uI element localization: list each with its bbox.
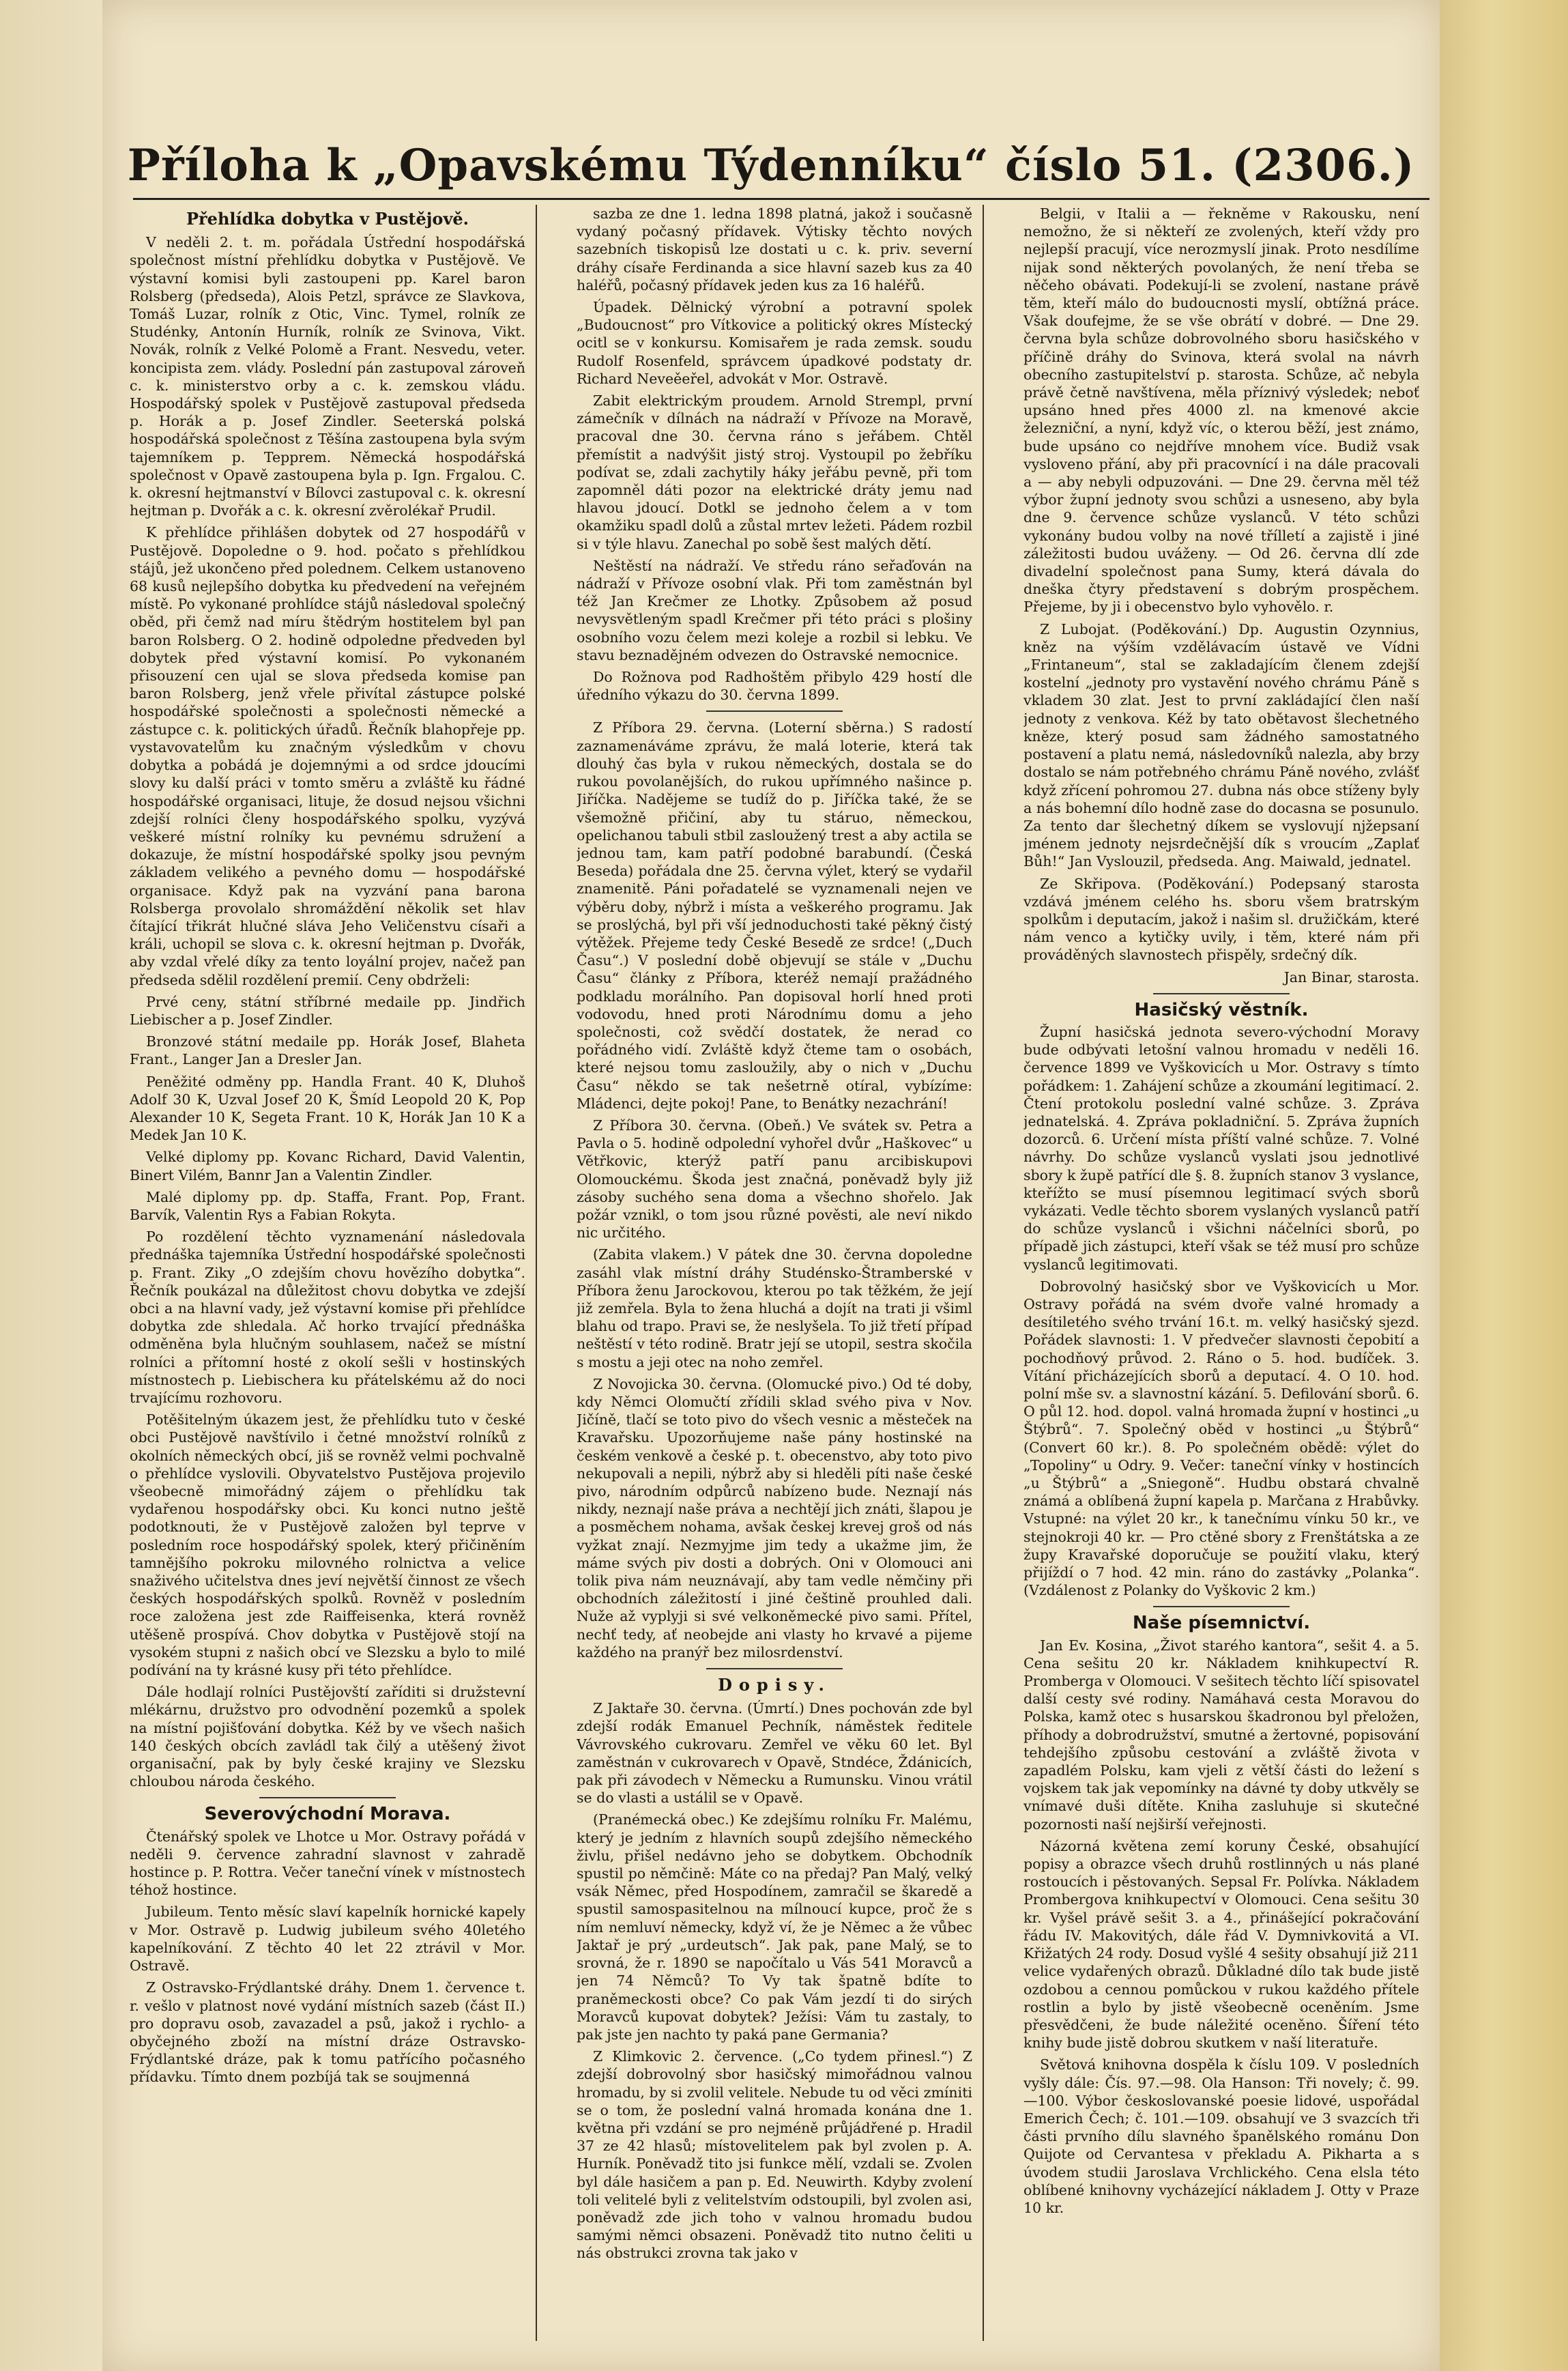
- article-paragraph: Z Příbora 30. června. (Obeň.) Ve svátek sv. Petra a Pavla o 5. hodině odpolední vyhořel dvůr „Haškovec“ u Větřkovic, kterýž patří panu arcibiskupovi Olomouckému. Škoda jest značná, poněvadž byly již zásoby suchého sena doma a všechno shořelo. Jak požár vznikl, o tom jsou různé pověsti, ale neví nikdo nic určitého.: [577, 1117, 972, 1241]
- article-paragraph: Zabit elektrickým proudem. Arnold Strempl, první zámečník v dílnách na nádraží v Přívoze na Moravě, pracoval dne 30. června ráno s jeřábem. Chtěl přemístit a nadvýšit jistý stroj. Vystoupil po žebříku podívat se, zdali zachytily háky jeřábu pevně, při tom zapomněl dáti pozor na elektrické dráty jemu nad hlavou jdoucí. Dotkl se jednoho čelem a v tom okamžiku spadl dolů a zůstal mrtev ležeti. Pádem rozbil si v týle hlavu. Zanechal po sobě šest malých dětí.: [577, 392, 972, 552]
- article-paragraph: Z Klimkovic 2. července. („Co tydem přinesl.“) Z zdejší dobrovolný sbor hasičský mimořádnou valnou hromadu, by si zvolil velitele. Nebude tu od věci zmíniti se o tom, že poslední valná hromada konána dne 1. května při vzdání se pro nejméně průjádřené p. Hradil 37 ze 42 hlasů; místovelitelem pak byl zvolen p. A. Hurník. Poněvadž tito jsi funkce mělí, vzdali se. Zvolen byl dále hasičem a pan p. Ed. Neuwirth. Kdyby zvolení toli velitelé byli z velitelstvím odstoupili, byl zvolen asi, poněvadž zde jich toho v valnou hromadu budou samými němci obsazeni. Poněvadž tito nutno čeliti u nás obstrukci zrovna tak jako v: [577, 2048, 972, 2262]
- article-paragraph: Z Novojicka 30. června. (Olomucké pivo.) Od té doby, kdy Němci Olomučtí zřídili sklad svého piva v Nov. Jičíně, tlačí se toto pivo do všech vesnic a městeček na Kravařsku. Upozorňujeme naše pány hostinské na českém venkově a české p. t. obecenstvo, aby toto pivo nekupovali a nepili, nýbrž aby si hleděli píti naše české pivo, národním odpůrců nabízeno bude. Neznají nás nikdy, neznají naše práva a nechtějí jich znáti, šlapou je a posměchem nohama, avšak českej krevej groš od nás vyžkat znají. Nezmyjme jim tedy a ukažme jim, že máme svých piv dosti a dobrých. Oni v Olomouci ani tolik piva nám neuznávají, aby tam vedle němčiny při obchodních záležitostí i jiné češtině prouhled dali. Nuže až vyplyji si své velkoněmecké pivo sami. Přítel, nechť tedy, ať neobejde ani vlasty ho krvavé a pijeme každého na pranýř bez milosrdenství.: [577, 1375, 972, 1661]
- column-1: [130, 205, 525, 2341]
- article-heading: Přehlídka dobytka v Pustějově.: [186, 209, 469, 229]
- article-paragraph: Peněžité odměny pp. Handla Frant. 40 K, Dluhoš Adolf 30 K, Uzval Josef 20 K, Šmíd Leopold 20 K, Pop Alexander 10 K, Segeta Frant. 10 K, Horák Jan 10 K a Medek Jan 10 K.: [130, 1073, 525, 1144]
- section-divider: [1153, 993, 1290, 994]
- section-heading: Hasičský věstník.: [1134, 999, 1309, 1020]
- article-paragraph: Bronzové státní medaile pp. Horák Josef, Blaheta Frant., Langer Jan a Dresler Jan.: [130, 1033, 525, 1068]
- article-paragraph: sazba ze dne 1. ledna 1898 platná, jakož i současně vydaný počasný přídavek. Výtisky těchto nových sazebních tiskopisů lze dostati u c. k. priv. severní dráhy císaře Ferdinanda a sice hlavní sazeb kus za 40 haléřů, počasný přídavek jeden kus za 16 haléřů.: [577, 205, 972, 293]
- article-paragraph: Z Příbora 29. června. (Loterní sběrna.) S radostí zaznamenáváme zprávu, že malá loterie, která tak dlouhý čas byla v rukou německých, dostala se do rukou povolanějších, do rukou upřímného našince p. Jiříčka. Nadějeme se tudíž do p. Jiříčka také, že se všemožně přičiní, aby tu stáruo, německou, opelichanou tabuli stbil zasloužený trest a aby actila se jednou tam, kam patří podobné barabundí. (Česká Beseda) pořádala dne 25. června výlet, který se vydařil znamenitě. Páni pořadatelé se vyznamenali nejen ve výběru doby, nýbrž i místa a veškerého programu. Jak se proslýchá, byl při vší jednoduchosti také pěkný čistý výtěžek. Přejeme tedy České Besedě ze srdce! („Duch Času“.) V poslední době objevují se stále v „Duchu Času“ články z Příbora, kteréž nemají pražádného podkladu morálního. Pan dopisoval horlí hned proti vodovodu, hned proti Národnímu domu a jeho společnosti, což svědčí dostatek, že nerad co pořádného vidí. Zvláště když čteme tam o osobách, které nejsou tomu zasloužily, aby o nich v „Duchu Času“ někdo se tak nešetrně otíral, vybízíme: Mládenci, dejte pokoj! Pane, to Benátky nezachrání!: [577, 719, 972, 1112]
- column-divider: [983, 205, 984, 2341]
- section-heading: Severovýchodní Morava.: [204, 1804, 451, 1825]
- article-paragraph: Z Jaktaře 30. června. (Úmrtí.) Dnes pochován zde byl zdejší rodák Emanuel Pechník, náměstek ředitele Vávrovského cukrovaru. Zemřel ve věku 60 let. Byl zaměstnán v cukrovarech v Opavě, Stndéce, Ždánicích, pak při závodech v Německu a Rumunsku. Vinou vrátil se do vlasti a ustálil se v Opavě.: [577, 1700, 972, 1807]
- article-paragraph: Světová knihovna dospěla k číslu 109. V posledních vyšly dále: Čís. 97.—98. Ola Hanson: Tři novely; č. 99.—100. Výbor českoslovanské poesie lidové, uspořádal Emerich Čech; č. 101.—109. obsahují ve 3 svazcích tři části prvního dílu slavného španělského románu Don Quijote od Cervantesa v překladu A. Pikharta a s úvodem studii Jaroslava Vrchlického. Cena elsla této oblíbené knihovny vycházející nákladem J. Otty v Praze 10 kr.: [1023, 2056, 1419, 2216]
- article-paragraph: Ze Skřipova. (Poděkování.) Podepsaný starosta vzdává jménem celého hs. sboru všem bratrským spolkům i deputacím, jakož i našim sl. družičkám, které nám venco a kytičky uvily, i těm, které nám při prováděných slavnostech přispěly, srdečný dík.: [1023, 875, 1419, 964]
- article-paragraph: Do Rožnova pod Radhoštěm přibylo 429 hostí dle úředního výkazu do 30. června 1899.: [577, 669, 972, 704]
- article-paragraph: (Pranémecká obec.) Ke zdejšímu rolníku Fr. Malému, který je jedním z hlavních soupů zdejšího německého živlu, přišel nedávno jeho se dobytkem. Obchodník spustil po němčině: Máte co na předaj? Pan Malý, velký vsák Němec, před Hospodínem, zamračil se škaredě a spustil samospasitelnou na mílnoucí kupce, proč že s ním nemluví německy, když ví, že je Němec a že vůbec Jaktař je prý „urdeutsch“. Jak pak, pane Malý, se to srovná, že r. 1890 se napočítalo u Vás 541 Moravců a jen 74 Němců? To Vy tak špatně bdíte to praněmeckosti obce? Co pak Vám jezdí ti do sirých Moravců kupovat dobytek? Ježísi: Vám tu zastaly, to pak jste jen nachto ty paká pane Germania?: [577, 1811, 972, 2043]
- article-paragraph: Neštěstí na nádraží. Ve středu ráno seřaďován na nádraží v Přívoze osobní vlak. Při tom zaměstnán byl též Jan Krečmer ze Lhotky. Způsobem až posud nevysvětleným spadl Krečmer při této práci s plošiny osobního vozu čelem mezi koleje a rozbil si lebku. Ve stavu beznadějném odvezen do Ostravské nemocnice.: [577, 557, 972, 663]
- article-paragraph: Jubileum. Tento měsíc slaví kapelník hornické kapely v Mor. Ostravě p. Ludwig jubileum svého 40letého kapelníkování. Z těchto 40 let 22 ztrávil v Mor. Ostravě.: [130, 1903, 525, 1974]
- article-paragraph: V neděli 2. t. m. pořádala Ústřední hospodářská společnost místní přehlídku dobytka v Pustějově. Ve výstavní komisi byli zastoupeni pp. Karel baron Rolsberg (předseda), Alois Petzl, správce ze Slavkova, Tomáš Luzar, rolník z Otic, Vinc. Tymel, rolník ze Studénky, Antonín Hurník, rolník ze Svinova, Vikt. Novák, rolník z Velké Polomě a Frant. Nesvedu, veter. koncipista zem. vlády. Poslední pán zastupoval zároveň c. k. ministerstvo orby a c. k. zemskou vládu. Hospodářský spolek v Pustějově zastupoval předseda p. Horák a p. Josef Zindler. Seeterská polská hospodářská společnost z Těšína zastoupena byla svým tajemníkem p. Tepprem. Německá hospodářská společnost v Opavě zastoupena byla p. Ign. Frgalou. C. k. okresní hejtmanství v Bílovci zastupoval c. k. okresní hejtman p. Dvořák a c. k. okresní zvěrolékař Prudil.: [130, 234, 525, 519]
- article-paragraph: Názorná květena zemí koruny České, obsahující popisy a obrazce všech druhů rostlinných u nás plané rostoucích i pěstovaných. Sepsal Fr. Polívka. Nákladem Prombergova knihkupectví v Olomouci. Cena sešitu 30 kr. Vyšel právě sešit 3. a 4., přinášející pokračování řádu IV. Makovitých, dále řád V. Dymnivkovitá a VI. Křižatých 24 rody. Dosud vyšlé 4 sešity obsahují již 211 velice vydařených obrazů. Důkladné dílo tak bude jistě ozdobou a cennou pomůckou v rukou každého přítele rostlin a bylo by jistě všeobecně oceněním. Jsme přesvědčeni, že bude náležité oceněno. Šíření této knihy bude jistě dobrou skutkem v naší literatuře.: [1023, 1837, 1419, 2052]
- article-paragraph: K přehlídce přihlášen dobytek od 27 hospodářů v Pustějově. Dopoledne o 9. hod. počato s přehlídkou stájů, jež ukončeno před polednem. Celkem ustanoveno 68 kusů nejlepšího dobytka ku předvedení na veřejném místě. Po vykonané prohlídce stájů následoval společný oběd, při čemž nad míru štědrým hostitelem byl pan baron Rolsberg. O 2. hodině odpoledne předveden byl dobytek před výstavní komisí. Po vykonaném přisouzení cen ujal se slova předseda komise pan baron Rolsberg, jenž vřele přivítal zástupce polské hospodářské společnosti a společnosti německé a zástupce c. k. politických úřadů. Řečník blahopřeje pp. vystavovatelům ku značným výsledkům v chovu dobytka a pobádá je dojemnými a od srdce jdoucími slovy ku další práci v tomto směru a zvláště ku řádné hospodářské organisaci, lituje, že dosud nejsou všichni zdejší rolníci členy hospodářského spolku, vyzývá veškeré místní rolníky ku pevnému sdružení a dokazuje, že místní hospodářské spolky jsou pevným základem velikého a pevného domu — hospodářské organisace. Když pak na vyzvání pana barona Rolsberga provolalo shromáždění několik set hlav čítající třikrát hlučné sláva Jeho Veličenstvu císaři a králi, uchopil se slova c. k. okresní hejtman p. Dvořák, aby vzdal vřelé díky za tento loyální projev, načež pan předseda sdělil rozdělení premií. Ceny obdrželi:: [130, 524, 525, 988]
- page-margin-left: [0, 0, 102, 2371]
- section-divider: [259, 1797, 396, 1798]
- column-3: [1023, 205, 1419, 2341]
- signature: Jan Binar, starosta.: [1283, 968, 1419, 986]
- article-paragraph: Jan Ev. Kosina, „Život starého kantora“, sešit 4. a 5. Cena sešitu 20 kr. Nákladem knihkupectví R. Promberga v Olomouci. V sešitech těchto líčí spisovatel další cesty své rodiny. Namáhavá cesta Moravou do Polska, kamž otec s husarskou škadronou byl přeložen, příhody a dobrodružství, smutné a žertovné, popisování tehdejšího způsobu cestování a zvláště života v zapadlém Polsku, kam vjeli z větší části do ležení s vojskem tak jak vepomínky na dávné ty doby utkvěly se vnímavé duši dítěte. Kniha zasluhuje si skutečné pozornosti naší nejširší veřejnosti.: [1023, 1637, 1419, 1833]
- section-heading: Naše písemnictví.: [1132, 1613, 1311, 1634]
- section-divider: [706, 710, 843, 712]
- section-divider: [1153, 1606, 1290, 1607]
- article-paragraph: Dále hodlají rolníci Pustějovští zaříditi si družstevní mlékárnu, družstvo pro odvodnění pozemků a spolek na místní pojišťování dobytka. Kéž by ve všech našich 140 českých obcích zavládl tak čilý a utěšený život organisační, pak by byly české krajiny ve Slezsku chloubou národa českého.: [130, 1684, 525, 1790]
- article-paragraph: Župní hasičská jednota severo-východní Moravy bude odbývati letošní valnou hromadu v neděli 16. července 1899 ve Vyškovicích u Mor. Ostravy s tímto pořádkem: 1. Zahájení schůze a zkoumání legitimací. 2. Čtení protokolu poslední valné schůze. 3. Zpráva jednatelská. 4. Zpráva pokladniční. 5. Zpráva župních dozorců. 6. Určení místa příští valné schůze. 7. Volné návrhy. Do schůze vyslanců vyslati jsou jednotlivé sbory k župě patřící dle §. 8. župních stanov 3 vyslance, kteřížto se musí písemnou legitimací svých sborů vykázati. Vedle těchto sborem vyslaných vyslanců patří do schůze vyslanců i všichni náčelníci sborů, po případě jich zástupci, kteří však se též musí pro schůze vyslanců legitimovati.: [1023, 1023, 1419, 1273]
- article-paragraph: Belgii, v Italii a — řekněme v Rakousku, není nemožno, že si někteří ze zvolených, kteří vždy pro nejlepší pracují, více nerozmyslí jinak. Proto nesdílíme nijak sond některých povolaných, že není třeba se něčeho obávati. Podekují-li se zvolení, nastane právě těm, kteří málo do budoucnosti myslí, obtížná práce. Však doufejme, že se vše obrátí v dobré. — Dne 29. června byla schůze dobrovolného sboru hasičského v příčině dráhy do Svinova, která svolal na návrh obecního zastupitelství p. starosta. Schůze, ač nebyla právě četně navštívena, měla příznivý výsledek; neboť upsáno hned přes 4000 zl. na kmenové akcie železniční, a nyní, když víc, o kterou běží, jest známo, bude upsáno co nejdříve mnohem více. Budiž vsak vysloveno přání, aby při pracovnící i na dále pracovali a — aby nebyli odpuzováni. — Dne 29. června měl též výbor župní jednoty svou schůzi a usneseno, aby byla dne 9. července schůze vyslanců. V této schůzi vykonány budou volby na nové třílletí a zajistě i jiné záležitosti budou uváženy. — Od 26. června dlí zde divadelní společnost pana Sumy, která dávala do dneška čtyry představení s dobrým prospěchem. Přejeme, by ji i obecenstvo bylo vyhovělo. r.: [1023, 205, 1419, 616]
- article-paragraph: Potěšitelným úkazem jest, že přehlídku tuto v české obci Pustějově navštívilo i četné množství rolníků z okolních německých obcí, jiš se rovněž velmi pochvalně o přehlídce vyslovili. Obyvatelstvo Pustějova projevilo všeobecně mimořádný zájem o přehlídku tak vydařenou hospodářsky obci. Ku konci nutno ještě podotknouti, že v Pustějově založen byl teprve v posledním roce hospodářský spolek, který přičiněním tamnějšího pokroku milovného rolnictva a velice snaživého učitelstva dnes jeví největší činnost ze všech českých hospodářských spolků. Rovněž v posledním roce založena jest zde Raiffeisenka, která rovněž utěšeně prospívá. Chov dobytka v Pustějově stojí na vysokém stupni z našich obcí ve Slezsku a bylo to milé podívání na ty krásné kusy při této přehlídce.: [130, 1411, 525, 1679]
- article-paragraph: Z Ostravsko-Frýdlantské dráhy. Dnem 1. července t. r. vešlo v platnost nové vydání místních sazeb (část II.) pro dopravu osob, zavazadel a psů, jakož i rychlo- a obyčejného zboží na místní dráze Ostravsko-Frýdlantské dráze, pak k tomu patřícího počasného přídavku. Tímto dnem pozbíjá tak se soujmenná: [130, 1979, 525, 2086]
- article-paragraph: Malé diplomy pp. dp. Staffa, Frant. Pop, Frant. Barvík, Valentin Rys a Fabian Rokyta.: [130, 1188, 525, 1223]
- article-paragraph: Prvé ceny, státní stříbrné medaile pp. Jindřich Liebischer a p. Josef Zindler.: [130, 993, 525, 1028]
- section-heading: Dopisy.: [718, 1675, 831, 1695]
- column-divider: [536, 205, 537, 2341]
- column-2: [577, 205, 972, 2341]
- article-paragraph: Dobrovolný hasičský sbor ve Vyškovicích u Mor. Ostravy pořádá na svém dvoře valné hromady a desítiletého svého trvání 16.t. m. velký hasičský sjezd. Pořádek slavnosti: 1. V předvečer slavnosti čepobití a pochodňový průvod. 2. Ráno o 5. hod. budíček. 3. Vítání přicházejících sborů a deputací. 4. O 10. hod. polní mše sv. a slavnostní kázání. 5. Defilování sborů. 6. O půl 12. hod. dopol. valná hromada župní v hostinci „u Štýbrů“. 7. Společný oběd v hostinci „u Štýbrů“ (Convert 60 kr.). 8. Po společném obědě: výlet do „Topoliny“ u Odry. 9. Večer: taneční vínky v hostincích „u Štýbrů“ a „Sniegoně“. Hudbu obstará chvalně známá a oblíbená župní kapela p. Marčana z Hrabůvky. Vstupné: na výlet 20 kr., k tanečnímu vínku 50 kr., ve stejnokroji 40 kr. — Pro ctěné sbory z Frenštátska a ze župy Kravařské doporučuje se použití vlaku, který přijíždí o 7 hod. 42 min. ráno do zastávky „Polanka“. (Vzdálenost z Polanky do Vyškovic 2 km.): [1023, 1278, 1419, 1599]
- article-paragraph: Úpadek. Dělnický výrobní a potravní spolek „Budoucnost“ pro Vítkovice a politický okres Místecký ocitl se v konkursu. Komisařem je rada zemsk. soudu Rudolf Rosenfeld, správcem úpadkové podstaty dr. Richard Neveěeřel, advokát v Mor. Ostravě.: [577, 299, 972, 387]
- page-margin-right: [1440, 0, 1568, 2371]
- masthead-title: Příloha k „Opavskému Týdenníku“ číslo 51. (2306.): [127, 140, 1415, 191]
- header-rule: [133, 198, 1429, 200]
- article-paragraph: Po rozdělení těchto vyznamenání následovala přednáška tajemníka Ústřední hospodářské společnosti p. Frant. Ziky „O zdejším chovu hovězího dobytka“. Řečník poukázal na důležitost chovu dobytka ve zdejší obci a na hlavní vady, jež výstavní komise při přehlídce dobytka zde shledala. Ač horko trvající přednáška odměněna byla hlučným souhlasem, načež se místní rolníci a přítomní hosté z okolí sešli v hostinských místnostech p. Liebischera ku přátelskému až do noci trvajícímu rozhovoru.: [130, 1228, 525, 1406]
- article-paragraph: Velké diplomy pp. Kovanc Richard, David Valentin, Binert Vilém, Bannr Jan a Valentin Zindler.: [130, 1149, 525, 1183]
- article-paragraph: Z Lubojat. (Poděkování.) Dp. Augustin Ozynnius, kněz na výším vzdělávacím ústavě ve Vídni „Frintaneum“, stal se zakladajícím členem zdejší kostelní „jednoty pro vystavění nového chrámu Páně s vkladem 30 zlat. Jest to první zakládající člen naší jednoty z venkova. Kéž by tato obětavost šlechetného kněze, který posud sam žádného samostatného postavení a platu nemá, následovníků nalezla, aby brzy dostalo se nám potřebného chrámu Páně nového, zvlášť když zřícení pohromou 27. dubna nás obce stíženy byly a nás bohemní dílo hodně zase do docasna se posunulo. Za tento dar šlechetný díkem se vyslovují njžepsaní jménem jednoty nejsrdečnější dík s vroucím „Zaplať Bůh!“ Jan Vyslouzil, předseda. Ang. Maiwald, jednatel.: [1023, 620, 1419, 870]
- article-paragraph: Čtenářský spolek ve Lhotce u Mor. Ostravy pořádá v neděli 9. července zahradní slavnost v zahradě hostince p. P. Rottra. Večer taneční vínek v místnostech téhož hostince.: [130, 1828, 525, 1899]
- article-paragraph: (Zabita vlakem.) V pátek dne 30. června dopoledne zasáhl vlak místní dráhy Studénsko-Štramberské v Příbora ženu Jarockovou, kterou po tak těžkém, že její již zemřela. Byla to žena hluchá a dojít na trati ji všiml blahu od trapo. Pravi se, že neslyšela. To již třetí případ neštěstí v této rodině. Bratr její se utopil, sestra skočila s mostu a jeji otec na noho zemřel.: [577, 1246, 972, 1370]
- section-divider: [706, 1668, 843, 1669]
